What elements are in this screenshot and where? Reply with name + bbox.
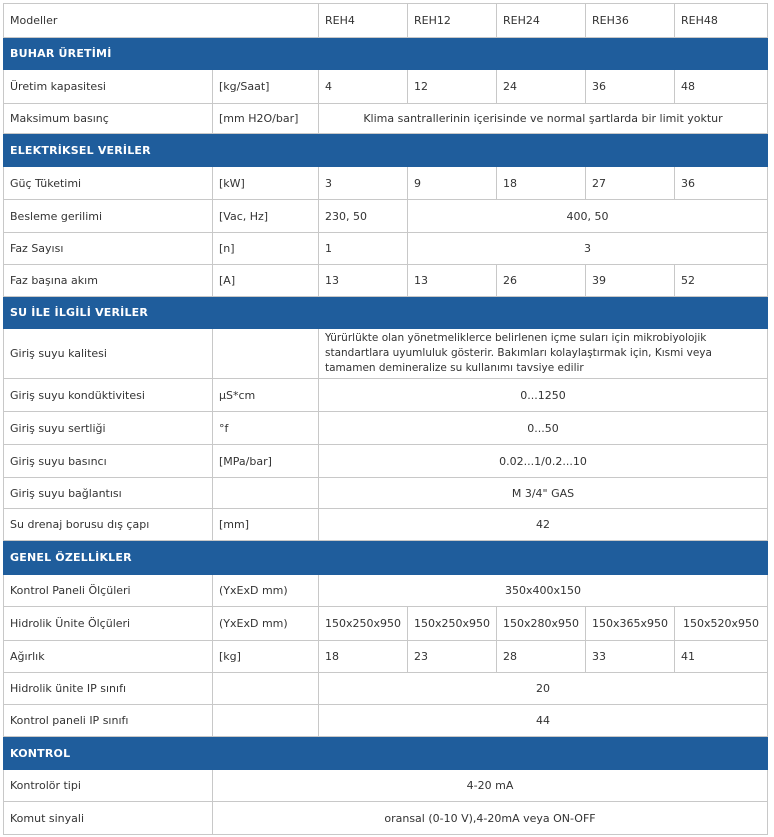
row-label: Besleme gerilimi [4,200,213,233]
cell-value: 39 [586,265,675,297]
cell-value: 26 [497,265,586,297]
model-name: REH12 [408,4,497,38]
cell-value: 3 [319,167,408,200]
section-title-steam: BUHAR ÜRETİMİ [4,38,768,70]
row-label: Hidrolik ünite IP sınıfı [4,673,213,705]
row-unit: [Vac, Hz] [213,200,319,233]
cell-value: oransal (0-10 V),4-20mA veya ON-OFF [213,802,768,835]
row-label: Faz başına akım [4,265,213,297]
row-label: Faz Sayısı [4,233,213,265]
row-unit: °f [213,412,319,445]
model-name: REH48 [675,4,768,38]
section-header [4,541,768,575]
table-row [4,104,768,134]
spec-table [3,3,768,835]
models-label: Modeller [4,4,319,38]
table-row [4,673,768,705]
cell-value: 13 [408,265,497,297]
cell-value: 13 [319,265,408,297]
cell-value: 1 [319,233,408,265]
table-row [4,233,768,265]
table-row [4,509,768,541]
cell-value: 0...1250 [319,379,768,412]
cell-value: 33 [586,641,675,673]
cell-value: 18 [497,167,586,200]
row-label: Kontrol Paneli Ölçüleri [4,575,213,607]
row-unit: [n] [213,233,319,265]
section-header [4,737,768,770]
model-name: REH4 [319,4,408,38]
row-label: Hidrolik Ünite Ölçüleri [4,607,213,641]
cell-value: 23 [408,641,497,673]
cell-value: Klima santrallerinin içerisinde ve normal şartlarda bir limit yoktur [319,104,768,134]
table-row [4,329,768,379]
row-label: Güç Tüketimi [4,167,213,200]
section-header [4,38,768,70]
cell-value: 12 [408,70,497,104]
cell-value: 28 [497,641,586,673]
cell-value: 3 [408,233,768,265]
row-label: Giriş suyu kalitesi [4,329,213,379]
table-row [4,412,768,445]
table-row [4,478,768,509]
model-name: REH24 [497,4,586,38]
cell-value: 52 [675,265,768,297]
row-label: Ağırlık [4,641,213,673]
table-row [4,802,768,835]
row-unit: [MPa/bar] [213,445,319,478]
cell-value: 27 [586,167,675,200]
cell-value: 24 [497,70,586,104]
row-unit [213,705,319,737]
section-header [4,134,768,167]
row-label: Giriş suyu sertliği [4,412,213,445]
table-row [4,705,768,737]
cell-value: 48 [675,70,768,104]
cell-value: M 3/4" GAS [319,478,768,509]
table-row [4,167,768,200]
models-header-row [4,4,768,38]
cell-value: 150x250x950 [408,607,497,641]
cell-value: 0.02...1/0.2...10 [319,445,768,478]
row-unit: [kg/Saat] [213,70,319,104]
row-label: Üretim kapasitesi [4,70,213,104]
row-label: Giriş suyu basıncı [4,445,213,478]
table-row [4,379,768,412]
section-title-water: SU İLE İLGİLİ VERİLER [4,297,768,329]
row-unit: (YxExD mm) [213,607,319,641]
row-label: Giriş suyu bağlantısı [4,478,213,509]
cell-value: 44 [319,705,768,737]
table-row [4,575,768,607]
row-unit: [mm H2O/bar] [213,104,319,134]
cell-value: 150x520x950 [675,607,768,641]
cell-value: 36 [675,167,768,200]
cell-value: 18 [319,641,408,673]
cell-value: 150x280x950 [497,607,586,641]
table-row [4,70,768,104]
cell-value: 150x365x950 [586,607,675,641]
cell-value: 20 [319,673,768,705]
row-label: Kontrolör tipi [4,770,213,802]
table-row [4,607,768,641]
row-label: Komut sinyali [4,802,213,835]
section-header [4,297,768,329]
row-label: Giriş suyu kondüktivitesi [4,379,213,412]
table-row [4,770,768,802]
cell-value: Yürürlükte olan yönetmeliklerce belirlenen içme suları için mikrobiyolojik standartlara uyumluluk gösterir. Bakımları kolaylaştırmak için, Kısmi veya tamamen demineralize su kullanımı tavsiye edilir [319,329,768,379]
cell-value: 400, 50 [408,200,768,233]
cell-value: 41 [675,641,768,673]
cell-value: 350x400x150 [319,575,768,607]
cell-value: 4-20 mA [213,770,768,802]
cell-value: 36 [586,70,675,104]
row-unit: [kW] [213,167,319,200]
table-row [4,265,768,297]
cell-value: 4 [319,70,408,104]
row-unit: [mm] [213,509,319,541]
row-label: Su drenaj borusu dış çapı [4,509,213,541]
table-row [4,200,768,233]
model-name: REH36 [586,4,675,38]
row-unit: [kg] [213,641,319,673]
row-unit [213,478,319,509]
section-title-control: KONTROL [4,737,768,770]
section-title-general: GENEL ÖZELLİKLER [4,541,768,575]
table-row [4,641,768,673]
row-label: Maksimum basınç [4,104,213,134]
table-row [4,445,768,478]
cell-value: 42 [319,509,768,541]
row-unit [213,329,319,379]
cell-value: 9 [408,167,497,200]
row-unit [213,673,319,705]
row-unit: µS*cm [213,379,319,412]
cell-value: 150x250x950 [319,607,408,641]
cell-value: 0...50 [319,412,768,445]
row-label: Kontrol paneli IP sınıfı [4,705,213,737]
section-title-electrical: ELEKTRİKSEL VERİLER [4,134,768,167]
row-unit: (YxExD mm) [213,575,319,607]
row-unit: [A] [213,265,319,297]
cell-value: 230, 50 [319,200,408,233]
